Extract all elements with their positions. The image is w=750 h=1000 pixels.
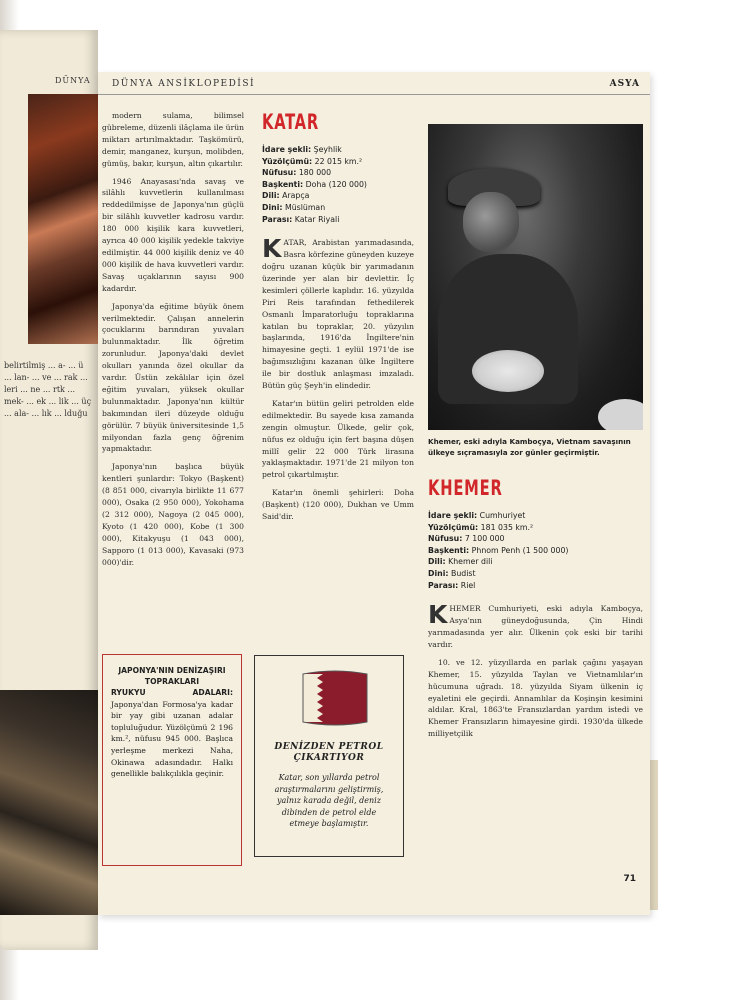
temple-photo bbox=[28, 94, 98, 344]
khemer-column bbox=[428, 124, 643, 746]
fact-row: Başkenti: Phnom Penh (1 500 000) bbox=[428, 545, 569, 555]
katar-article bbox=[262, 234, 414, 523]
katar-paragraph: KATAR, Arabistan yarımadasında, Basra körfezine güneyden kuzeye doğru uzanan küçük bir yarımadanın üzerinde yer alan bir devlettir. İç kesimleri çöllerle kaplıdır. 16. yüzyılda Piri Reis tarafından fethedilerek Osmanlı İmparatorluğu topraklarına katılan bu topraklar, 20. yüzyılın başlarında, 1916'da İngiltere'nin himayesine geçti. 1 eylül 1971'de ise bağımsızlığını kazanan ülke İngiltere ile bir dostluk anlaşması imzaladı. Bütün güç Şeyh'in elindedir. bbox=[262, 234, 414, 391]
box-title: DENİZDEN PETROL ÇIKARTIYOR bbox=[274, 742, 384, 763]
box-title: JAPONYA'NIN DENİZAŞIRI TOPRAKLARI bbox=[118, 666, 226, 686]
page-edges bbox=[650, 760, 658, 910]
oil-box bbox=[254, 655, 404, 857]
page-number: 71 bbox=[623, 874, 636, 884]
qatar-flag-icon bbox=[299, 668, 371, 728]
fact-row: Nüfusu: 7 100 000 bbox=[428, 534, 505, 544]
drop-cap: K bbox=[262, 234, 282, 264]
japan-paragraph: modern sulama, bilimsel gübreleme, düzenli ilâçlama ile ürün miktarı artırılmaktadır. Taşkömürü, demir, manganez, kurşun, molibden, gümüş, bakır, kurşun, altın çıkartılır. bbox=[102, 111, 244, 168]
japan-column bbox=[102, 110, 244, 575]
pagoda-photo bbox=[0, 690, 98, 915]
katar-column bbox=[262, 110, 414, 529]
fact-row: Dili: Khemer dili bbox=[428, 557, 493, 567]
japan-paragraph: Japonya'nın başlıca büyük kentleri şunlardır: Tokyo (Başkent) (8 851 000, civarıyla birlikte 11 677 000), Osaka (2 950 000), Yokohama (2 312 000), Nagoya (2 045 000), Kyoto (1 420 000), Kobe (1 300 000), Kitakyuşu (1 043 000), Sapporo (1 013 000), Kavasaki (973 000)'dir. bbox=[102, 462, 244, 567]
running-header bbox=[98, 78, 650, 95]
fact-row: İdare şekli: Cumhuriyet bbox=[428, 511, 526, 520]
katar-facts bbox=[262, 144, 414, 225]
fact-row: Nüfusu: 180 000 bbox=[262, 168, 332, 178]
fact-row: Parası: Riel bbox=[428, 580, 476, 590]
region-label: ASYA bbox=[609, 79, 640, 89]
fact-row: Parası: Katar Riyali bbox=[262, 214, 340, 224]
khemer-paragraph: 10. ve 12. yüzyıllarda en parlak çağını yaşayan Khemer, 15. yüzyılda Taylan ve Vietnamlılar'ın hücumuna uğradı. 18. yüzyılda Siyam ülkenin iç eyaletini ele geçirdi. Annamlılar da Koşinşin kesimini aldılar. Kral, 1863'te Fransızlardan yardım istedi ve Khemer Fransızların himayesine girdi. 1930'da ülkede milliyetçilik bbox=[428, 657, 643, 739]
encyclopedia-title: DÜNYA ANSİKLOPEDİSİ bbox=[112, 79, 256, 89]
box-text: RYUKYU ADALARI: Japonya'dan Formosa'ya kadar bir yay gibi uzanan adalar topluluğudur. Yüzölçümü 2 196 km.², nüfusu 945 000. Başlıca yerleşme merkezi Naha, Okinawa adasındadır. Halkı genellikle balıkçılıkla geçinir. bbox=[111, 688, 233, 779]
fact-row: Yüzölçümü: 181 035 km.² bbox=[428, 522, 534, 532]
previous-page-text: belirtilmiş ... a- ... ü ... lan- ... ve ... rak ... leri ... ne ... rtk ... mek- ... ek ... lik ... üç ... ala- ... lık ... lduğu bbox=[4, 361, 92, 418]
japan-paragraph: 1946 Anayasası'nda savaş ve silâhlı kuvvetlerin kullanılması reddedilmişse de Japonya'nın güçlü bir silâhlı kuvvetler kadrosu vardır. 180 000 kişilik kara kuvvetleri, ayrıca 40 000 kişilik yedekle takviye edilmiştir. 44 000 kişilik deniz ve 40 000 kişilik de hava kuvvetleri vardır. Savaş uçaklarının sayısı 900 kadardır. bbox=[102, 176, 244, 293]
japan-paragraph: Japonya'da eğitime büyük önem verilmektedir. Çalışan annelerin çocuklarını barındıran yuvaları bulunmaktadır. İlk öğretim zorunludur. Japonya'daki devlet okulları yanında özel okullar da vardır. Üstün zekâlılar için özel eğitim yuvaları, yüksek okullar bulunmaktadır. Japonya'nın kültür bakımından ileri düzeyde olduğu görülür. 7 büyük üniversitesinde 1,5 milyondan fazla genç öğrenim yapmaktadır. bbox=[102, 301, 244, 454]
khemer-facts bbox=[428, 510, 643, 591]
katar-paragraph: Katar'ın bütün geliri petrolden elde edilmektedir. Bu sayede kısa zamanda zengin olmuştur. Ülkede, gelir çok, nüfus ez olduğu için fert başına düşen millî gelir 22 000 Türk lirasına yaklaşmaktadır. 1971'de 21 milyon ton petrol çıkartılmıştır. bbox=[262, 398, 414, 480]
child-photo bbox=[428, 124, 643, 430]
photo-caption: Khemer, eski adıyla Kamboçya, Vietnam savaşının ülkeye sıçramasıyla zor günler geçirmiştir. bbox=[428, 437, 631, 457]
fact-row: İdare şekli: Şeyhlik bbox=[262, 145, 342, 154]
katar-title: KATAR bbox=[262, 110, 320, 134]
fact-row: Dini: Budist bbox=[428, 568, 476, 578]
khemer-article bbox=[428, 600, 643, 740]
japan-overseas-box bbox=[102, 654, 242, 866]
drop-cap: K bbox=[428, 600, 448, 630]
fact-row: Dini: Müslüman bbox=[262, 202, 326, 212]
khemer-paragraph: KHEMER Cumhuriyeti, eski adıyla Kamboçya, Asya'nın güneydoğusunda, Çin Hindi yarımadasında yer alır. Ülkenin çok eski bir tarihi vardır. bbox=[428, 600, 643, 649]
fact-row: Yüzölçümü: 22 015 km.² bbox=[262, 156, 363, 166]
fact-row: Başkenti: Doha (120 000) bbox=[262, 179, 367, 189]
encyclopedia-page bbox=[98, 72, 650, 915]
previous-page bbox=[0, 30, 98, 950]
fact-row: Dili: Arapça bbox=[262, 191, 310, 201]
previous-page-header: DÜNYA bbox=[55, 76, 91, 85]
katar-paragraph: Katar'ın önemli şehirleri: Doha (Başkent) (120 000), Dukhan ve Umm Said'dir. bbox=[262, 488, 414, 522]
box-text: Katar, son yıllarda petrol araştırmalarını geliştirmiş, yalnız karada değil, deniz dibinden de petrol elde etmeye başlamıştır. bbox=[274, 773, 384, 828]
khemer-title: KHEMER bbox=[428, 476, 503, 500]
